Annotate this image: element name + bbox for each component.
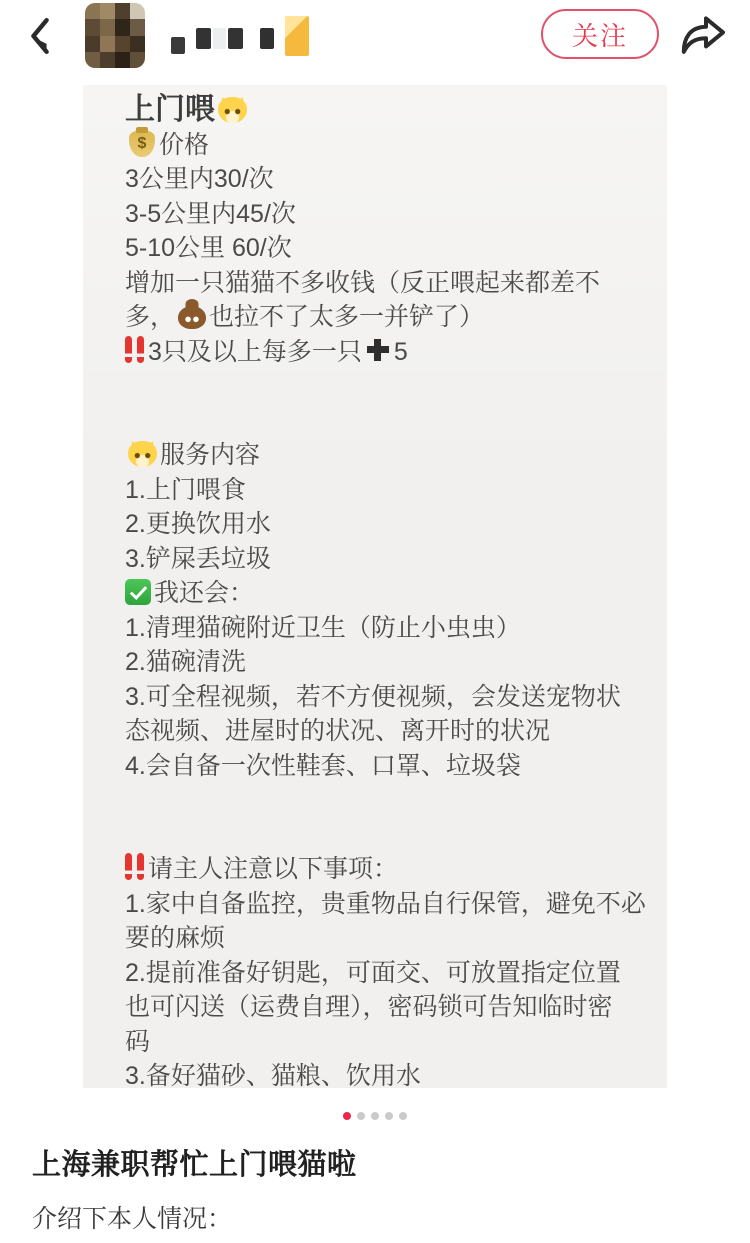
avatar-mosaic-cell <box>115 36 130 52</box>
avatar-mosaic-cell <box>115 19 130 35</box>
photo-line: 3公里内30/次 <box>125 165 274 193</box>
photo-line: 3.可全程视频，若不方便视频，会发送宠物状 <box>125 682 621 711</box>
carousel-dot <box>385 1112 393 1120</box>
username-censor-block <box>285 16 309 56</box>
photo-line: 2.更换饮用水 <box>125 510 271 538</box>
photo-line: $价格 <box>125 128 667 163</box>
cat-face-emoji-icon <box>218 97 247 123</box>
avatar[interactable] <box>85 3 145 68</box>
carousel-dot <box>399 1112 407 1120</box>
share-arrow-icon <box>677 14 729 60</box>
share-button[interactable] <box>676 12 730 62</box>
check-mark-emoji-icon <box>125 579 151 605</box>
avatar-mosaic-cell <box>85 36 100 52</box>
post-body-text: 介绍下本人情况： <box>32 1205 233 1233</box>
photo-line: 1.上门喂食 <box>125 475 246 504</box>
avatar-mosaic-cell <box>85 52 100 68</box>
double-exclamation-emoji-icon <box>125 853 144 880</box>
photo-line: 上门喂 <box>125 93 667 128</box>
username-censor-block <box>260 28 274 49</box>
heavy-plus-emoji-icon <box>367 339 389 361</box>
avatar-mosaic-cell <box>130 19 145 35</box>
photo-line-blank <box>125 783 667 818</box>
carousel-dot-active <box>343 1112 351 1120</box>
photo-line: 3只及以上每多一只 5 <box>125 335 667 370</box>
top-nav-bar <box>0 0 750 85</box>
photo-line: 要的麻烦 <box>125 924 226 952</box>
avatar-mosaic-cell <box>130 52 145 68</box>
carousel-dot <box>371 1112 379 1120</box>
username-censor-block <box>213 28 226 49</box>
photo-line: 3-5公里内45/次 <box>125 199 296 228</box>
post-title: 上海兼职帮忙上门喂猫啦 <box>32 1149 357 1181</box>
photo-line: 1.清理猫碗附近卫生（防止小虫虫） <box>125 613 521 642</box>
username-censor-block <box>196 28 211 49</box>
avatar-mosaic-cell <box>85 3 100 19</box>
cat-face-emoji-icon <box>128 441 157 467</box>
photo-line-blank <box>125 404 667 439</box>
photo-line-blank <box>125 818 667 853</box>
photo-line: 多， 也拉不了太多一并铲了） <box>125 303 485 331</box>
photo-line: 增加一只猫猫不多收钱（反正喂起来都差不 <box>125 268 601 297</box>
avatar-mosaic-cell <box>100 36 115 52</box>
poop-emoji-icon <box>178 306 206 329</box>
photo-line: 也可闪送（运费自理），密码锁可告知临时密 <box>125 993 613 1021</box>
photo-line: 我还会： <box>125 576 667 611</box>
double-exclamation-emoji-icon <box>125 336 144 363</box>
photo-line-blank <box>125 369 667 404</box>
photo-line: 态视频、进屋时的状况、离开时的状况 <box>125 717 551 745</box>
photo-line: 码 <box>125 1027 151 1056</box>
photo-line: 2.猫碗清洗 <box>125 648 246 676</box>
photo-line: 1.家中自备监控，贵重物品自行保管，避免不必 <box>125 889 646 918</box>
carousel-pagination-dots <box>0 1112 750 1120</box>
avatar-mosaic-cell <box>115 52 130 68</box>
photo-line: 5-10公里 60/次 <box>125 234 292 262</box>
photo-line: 2.提前准备好钥匙，可面交、可放置指定位置 <box>125 958 621 987</box>
photo-line: 3.备好猫砂、猫粮、饮用水 <box>125 1062 421 1088</box>
avatar-mosaic-cell <box>100 3 115 19</box>
avatar-mosaic-cell <box>100 19 115 35</box>
avatar-mosaic-cell <box>100 52 115 68</box>
photo-line: 请主人注意以下事项： <box>125 852 667 887</box>
money-bag-emoji-icon <box>129 130 155 157</box>
avatar-mosaic-cell <box>115 3 130 19</box>
carousel-dot <box>357 1112 365 1120</box>
back-button[interactable] <box>18 12 62 60</box>
follow-button[interactable]: 关注 <box>541 9 659 59</box>
chevron-left-icon <box>24 15 56 57</box>
username-censored[interactable] <box>168 0 333 72</box>
photo-line: 服务内容 <box>125 438 667 473</box>
username-censor-block <box>228 28 243 49</box>
avatar-mosaic-cell <box>130 3 145 19</box>
photo-line: 3.铲屎丢垃圾 <box>125 544 271 573</box>
photo-line: 4.会自备一次性鞋套、口罩、垃圾袋 <box>125 751 521 780</box>
post-image-carousel-slide[interactable] <box>83 85 667 1088</box>
avatar-mosaic-cell <box>85 19 100 35</box>
username-censor-block <box>171 37 185 54</box>
avatar-mosaic-cell <box>130 36 145 52</box>
